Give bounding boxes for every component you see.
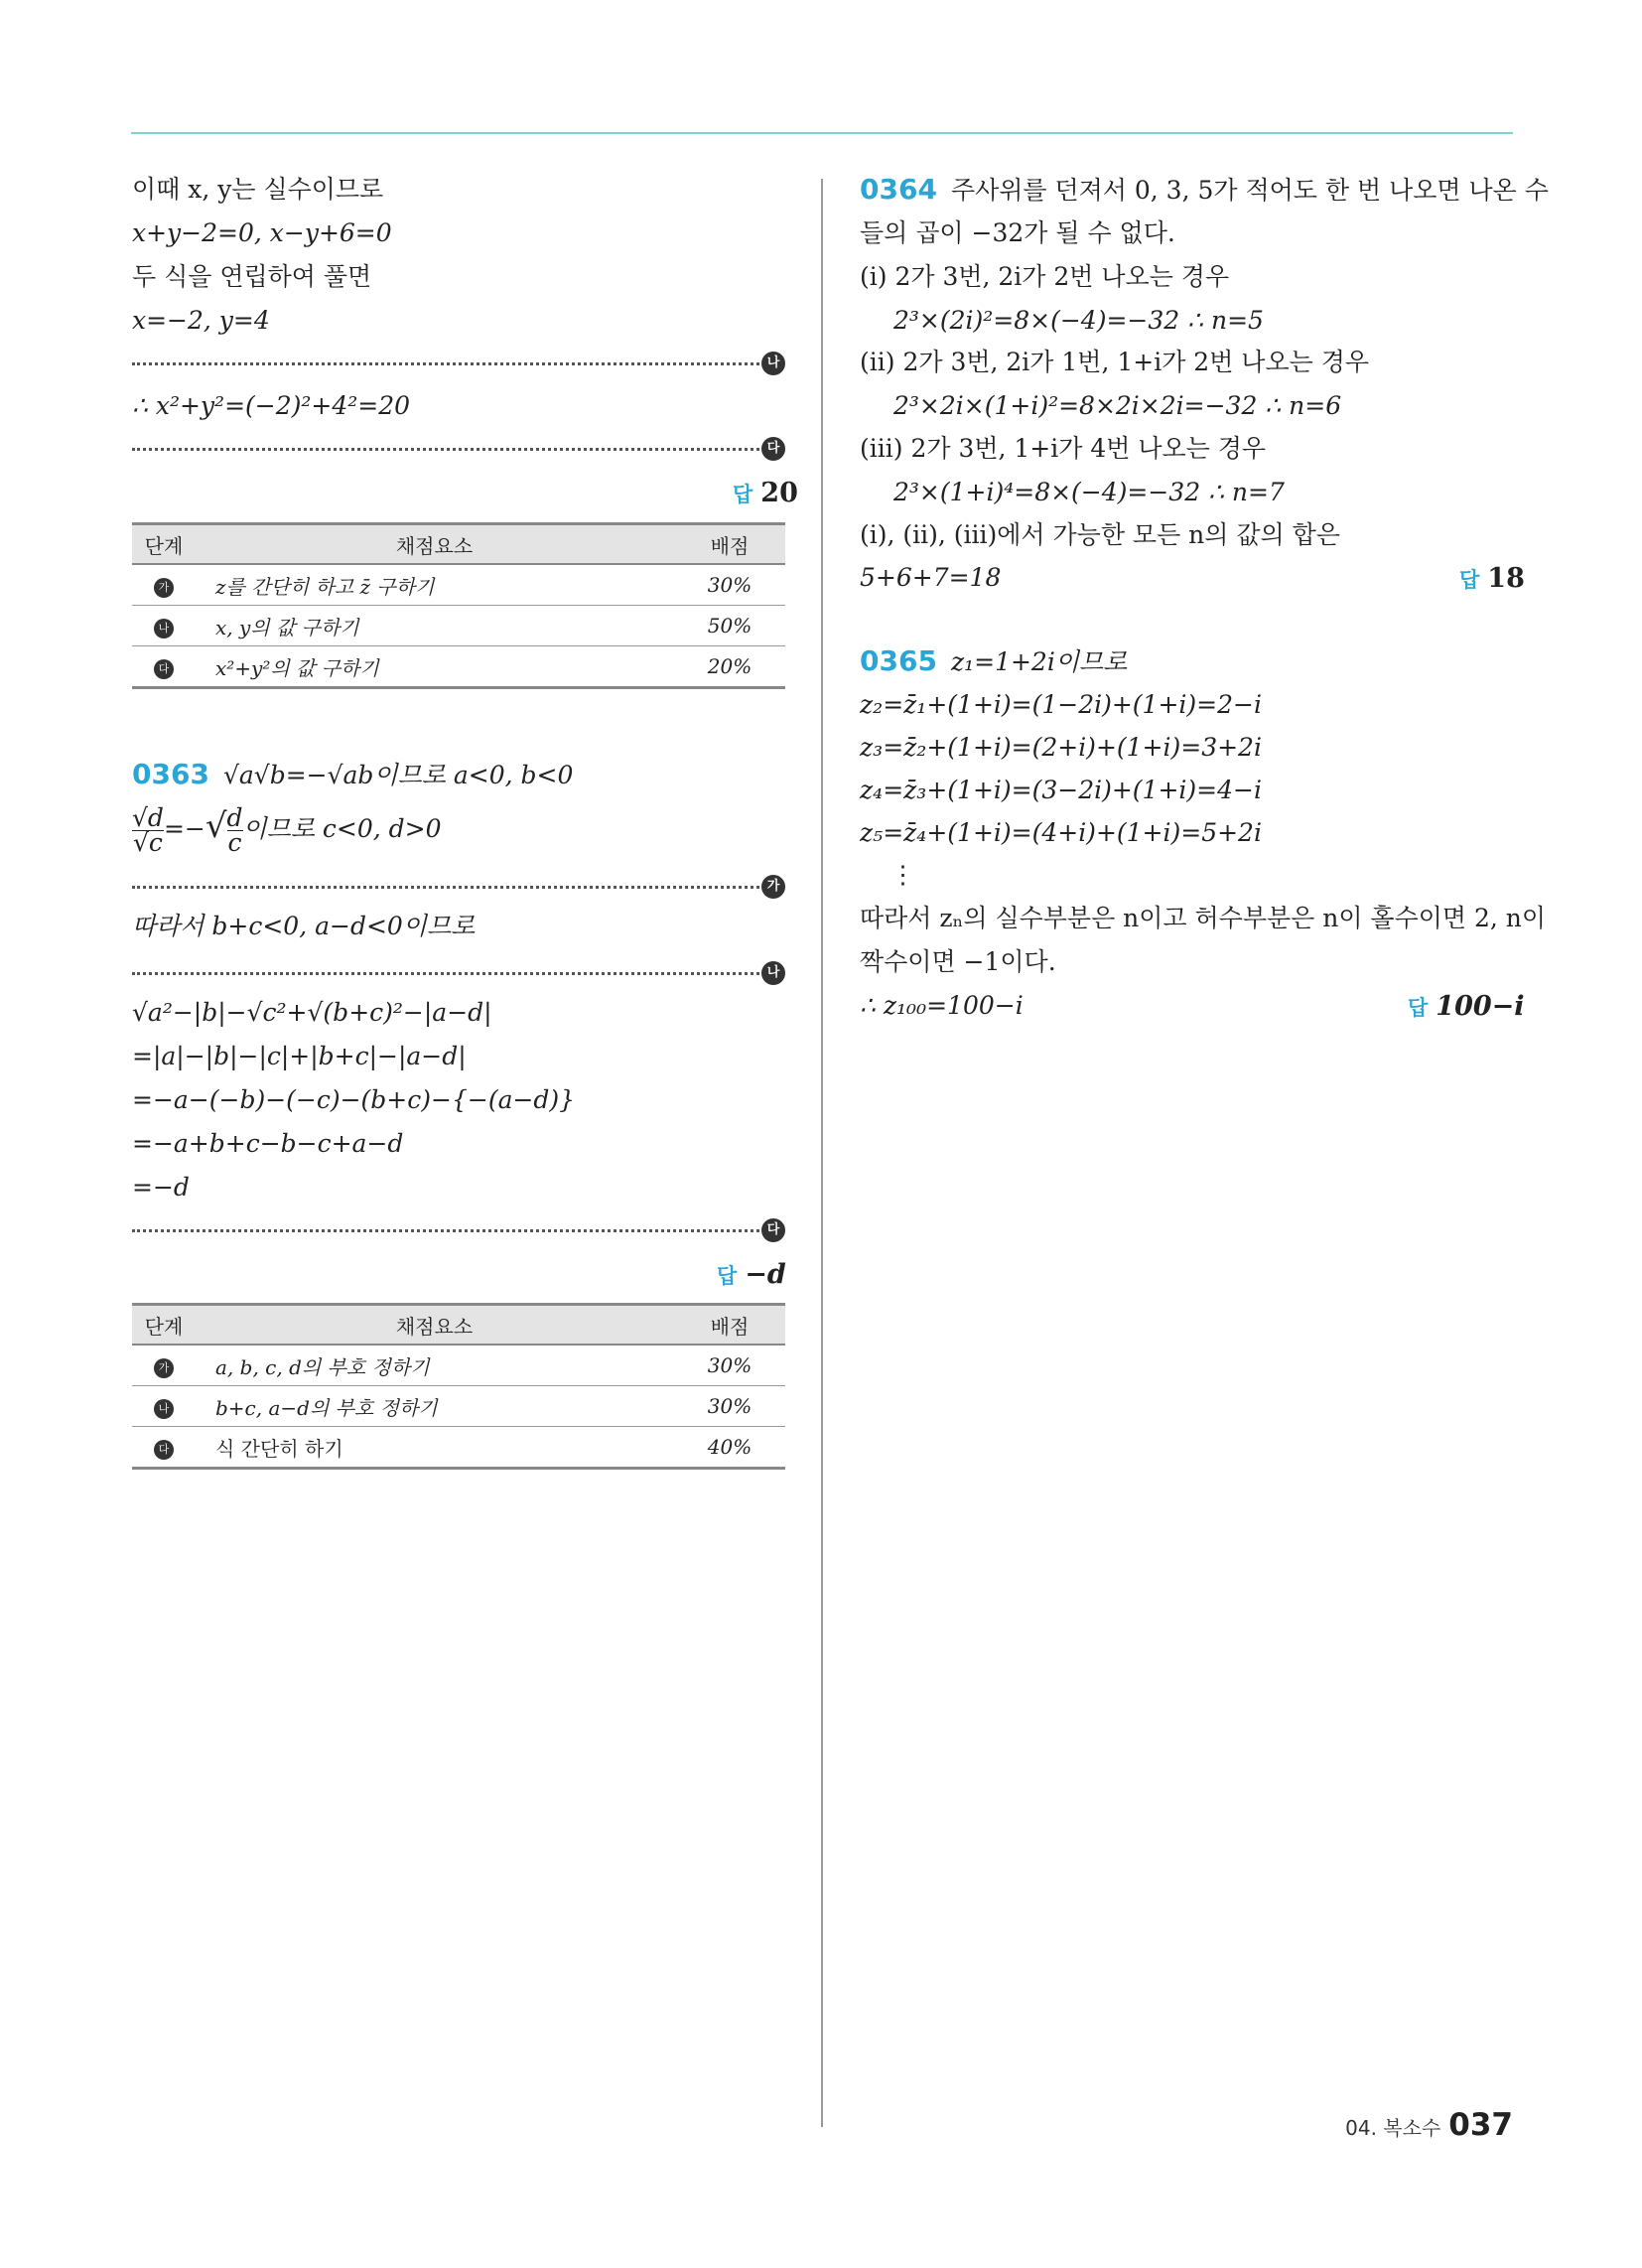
answer-label: 답	[1408, 996, 1429, 1020]
table-header: 채점요소	[196, 1305, 674, 1346]
problem-number: 0363	[132, 758, 209, 790]
step-marker: 다	[154, 1440, 174, 1460]
answer-0364	[1459, 563, 1525, 594]
case-line: (ii) 2가 3번, 2i가 1번, 1+i가 2번 나오는 경우	[860, 348, 1369, 376]
answer-label: 답	[733, 483, 753, 506]
table-cell: 식 간단히 하기	[196, 1427, 674, 1469]
text-line: 따라서 b+c<0, a−d<0이므로	[132, 912, 476, 940]
scoring-table-1	[132, 522, 785, 689]
table-row	[132, 606, 785, 646]
table-header: 단계	[132, 524, 196, 565]
equation-line: z₂=z̄₁+(1+i)=(1−2i)+(1+i)=2−i	[860, 690, 1262, 719]
table-header: 배점	[674, 524, 785, 565]
top-rule	[131, 132, 1513, 134]
text-line: 이때 x, y는 실수이므로	[132, 175, 384, 204]
problem-0364-line	[860, 175, 1549, 206]
table-header: 단계	[132, 1305, 196, 1346]
equation-line: x+y−2=0, x−y+6=0	[132, 218, 392, 247]
problem-0365-line	[860, 646, 1127, 677]
text-line: 따라서 zₙ의 실수부분은 n이고 허수부분은 n이 홀수이면 2, n이	[860, 904, 1547, 932]
step-marker: 가	[154, 578, 174, 598]
text: 주사위를 던져서 0, 3, 5가 적어도 한 번 나오면 나온 수	[950, 176, 1549, 205]
step-divider	[132, 886, 759, 889]
equation-line: =|a|−|b|−|c|+|b+c|−|a−d|	[132, 1042, 467, 1070]
table-cell: 20%	[674, 646, 785, 688]
step-divider	[132, 1229, 759, 1232]
equation-line: =−a−(−b)−(−c)−(b+c)−{−(a−d)}	[132, 1085, 576, 1114]
step-marker-da: 다	[761, 1218, 785, 1242]
equation-line: 2³×(1+i)⁴=8×(−4)=−32 ∴ n=7	[893, 478, 1285, 506]
equation-line: 2³×2i×(1+i)²=8×2i×2i=−32 ∴ n=6	[893, 391, 1342, 420]
step-marker-ga: 가	[761, 875, 785, 899]
page-number: 037	[1448, 2107, 1513, 2143]
condition-text: 이므로 c<0, d>0	[242, 814, 442, 843]
step-marker: 가	[154, 1358, 174, 1378]
fraction	[226, 803, 243, 857]
equation: z₁=1+2i이므로	[950, 647, 1128, 676]
answer-label: 답	[1459, 568, 1480, 592]
problem-number: 0364	[860, 173, 937, 206]
scoring-table-2	[132, 1303, 785, 1470]
denominator: √c	[133, 828, 163, 857]
text-line: (i), (ii), (iii)에서 가능한 모든 n의 값의 합은	[860, 520, 1340, 549]
ellipsis: ⋮	[890, 860, 915, 889]
equation-line: z₅=z̄₄+(1+i)=(4+i)+(1+i)=5+2i	[860, 818, 1262, 847]
equation-line: 2³×(2i)²=8×(−4)=−32 ∴ n=5	[893, 306, 1264, 335]
chapter-title: 04. 복소수	[1345, 2116, 1441, 2140]
problem-number: 0365	[860, 644, 937, 677]
fraction	[132, 803, 164, 857]
case-line: (i) 2가 3번, 2i가 2번 나오는 경우	[860, 262, 1230, 291]
answer-0363	[717, 1259, 786, 1290]
step-marker-na: 나	[761, 961, 785, 985]
table-header: 채점요소	[196, 524, 674, 565]
answer-0365	[1408, 991, 1525, 1022]
step-divider	[132, 448, 759, 451]
table-cell: 40%	[674, 1427, 785, 1469]
equation-line: z₃=z̄₂+(1+i)=(2+i)+(1+i)=3+2i	[860, 733, 1262, 762]
equation-line: =−d	[132, 1173, 190, 1202]
table-cell: 30%	[674, 1386, 785, 1427]
equation: √a√b=−√ab이므로 a<0, b<0	[222, 761, 574, 789]
answer-value: 20	[760, 478, 798, 508]
page-footer	[1345, 2107, 1513, 2143]
step-divider	[132, 972, 759, 975]
text-line: 두 식을 연립하여 풀면	[132, 262, 372, 291]
step-marker: 나	[154, 619, 174, 638]
problem-0363-line	[132, 760, 573, 790]
table-cell: 50%	[674, 606, 785, 646]
table-row	[132, 646, 785, 688]
answer-value: 18	[1487, 563, 1525, 594]
table-row	[132, 1386, 785, 1427]
table-cell: 30%	[674, 564, 785, 606]
table-row	[132, 1427, 785, 1469]
numerator: d	[226, 803, 243, 832]
answer-label: 답	[717, 1264, 738, 1288]
numerator: √d	[132, 803, 164, 832]
table-row	[132, 1345, 785, 1386]
equation-line: ∴ x²+y²=(−2)²+4²=20	[132, 391, 411, 420]
table-header: 배점	[674, 1305, 785, 1346]
step-marker: 나	[154, 1399, 174, 1419]
answer-0362	[733, 478, 798, 508]
equation-line: ∴ z₁₀₀=100−i	[860, 991, 1024, 1020]
step-divider	[132, 362, 759, 365]
table-cell: 30%	[674, 1345, 785, 1386]
answer-value: −d	[745, 1259, 786, 1290]
table-cell: a, b, c, d의 부호 정하기	[196, 1345, 674, 1386]
column-divider	[821, 179, 823, 2127]
equation-line: =−a+b+c−b−c+a−d	[132, 1129, 404, 1158]
case-line: (iii) 2가 3번, 1+i가 4번 나오는 경우	[860, 434, 1267, 463]
answer-value: 100−i	[1436, 991, 1525, 1022]
table-cell: x²+y²의 값 구하기	[196, 646, 674, 688]
step-marker-da: 다	[761, 437, 785, 461]
fraction-line: $\frac{√d}{√c}$ =−√ $\frac{d}{c}$ 이므로 c<0, d>0	[132, 803, 442, 857]
step-marker-na: 나	[761, 352, 785, 375]
table-row	[132, 564, 785, 606]
text-line: 들의 곱이 −32가 될 수 없다.	[860, 218, 1175, 247]
equation-line: x=−2, y=4	[132, 306, 270, 335]
step-marker: 다	[154, 659, 174, 679]
equation-line: z₄=z̄₃+(1+i)=(3−2i)+(1+i)=4−i	[860, 776, 1262, 804]
equation-line: 5+6+7=18	[860, 563, 1002, 592]
equals-minus: =−	[163, 814, 205, 843]
denominator: c	[227, 828, 242, 857]
table-cell: z를 간단히 하고 z̄ 구하기	[196, 564, 674, 606]
table-cell: x, y의 값 구하기	[196, 606, 674, 646]
equation-line: √a²−|b|−√c²+√(b+c)²−|a−d|	[132, 998, 492, 1027]
table-cell: b+c, a−d의 부호 정하기	[196, 1386, 674, 1427]
text-line: 짝수이면 −1이다.	[860, 947, 1056, 976]
